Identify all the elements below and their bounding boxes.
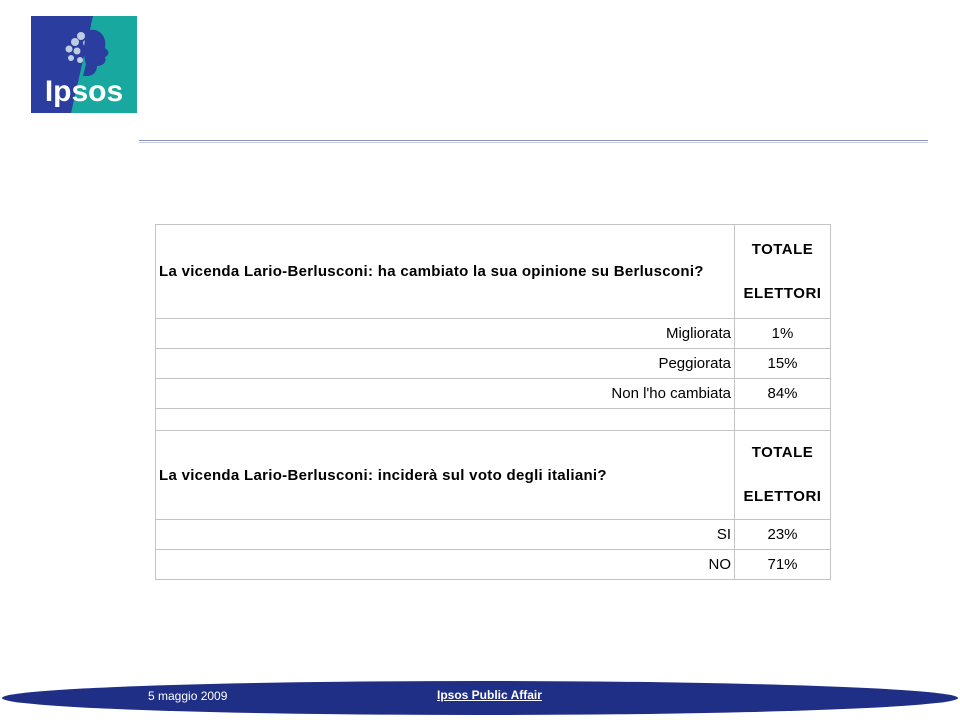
table-row	[156, 319, 831, 349]
spacer-row	[156, 409, 831, 431]
header-line2: ELETTORI	[743, 284, 822, 302]
header-line1: TOTALE	[751, 240, 814, 258]
answer-label: Non l'ho cambiata	[156, 379, 735, 409]
footer-title: Ipsos Public Affair	[437, 688, 542, 702]
footer-date: 5 maggio 2009	[148, 689, 228, 703]
answer-value: 23%	[735, 520, 831, 550]
answer-label: NO	[156, 550, 735, 580]
header-rule	[139, 140, 928, 143]
answer-value: 71%	[735, 550, 831, 580]
question-2: La vicenda Lario-Berlusconi: inciderà sul voto degli italiani?	[156, 431, 735, 520]
question-1: La vicenda Lario-Berlusconi: ha cambiato la sua opinione su Berlusconi?	[156, 225, 735, 319]
table-row	[156, 349, 831, 379]
answer-label: Peggiorata	[156, 349, 735, 379]
spacer-cell	[735, 409, 831, 431]
answer-value: 15%	[735, 349, 831, 379]
header-cell-1	[735, 225, 831, 319]
ipsos-logo	[31, 16, 137, 113]
header-line1: TOTALE	[751, 444, 814, 461]
table-row	[156, 550, 831, 580]
answer-label: SI	[156, 520, 735, 550]
header-cell-2	[735, 431, 831, 520]
table-row	[156, 379, 831, 409]
table-row	[156, 520, 831, 550]
answer-value: 1%	[735, 319, 831, 349]
spacer-cell	[156, 409, 735, 431]
survey-table	[155, 224, 831, 580]
table-header-row-2	[156, 431, 831, 520]
answer-value: 84%	[735, 379, 831, 409]
header-line2: ELETTORI	[743, 488, 822, 505]
svg-text:Ipsos: Ipsos	[44, 75, 124, 108]
answer-label: Migliorata	[156, 319, 735, 349]
table-header-row-1	[156, 225, 831, 319]
